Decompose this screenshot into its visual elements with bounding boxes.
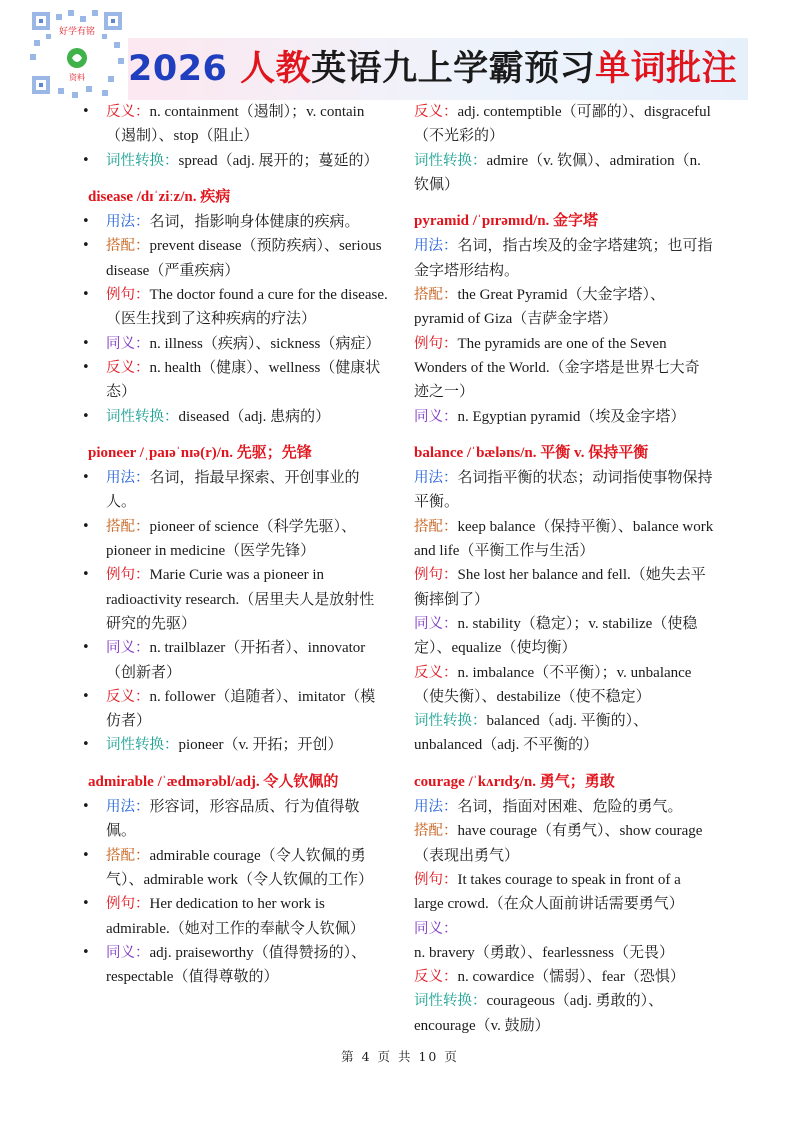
annotation-text: 名词，指面对困难、危险的勇气。 <box>457 799 683 816</box>
annotation-item <box>88 234 388 283</box>
annotation-text: 名词，指影响身体健康的疾病。 <box>149 214 360 231</box>
annotation-item <box>88 149 388 173</box>
annotation-item <box>414 405 714 429</box>
annotation-label: 例句： <box>414 335 458 352</box>
annotation-item <box>88 515 388 564</box>
annotation-label: 反义： <box>414 104 458 120</box>
annotation-item <box>88 283 388 332</box>
annotation-item <box>414 709 714 758</box>
annotation-label: 用法： <box>106 470 150 487</box>
annotation-item <box>88 795 388 844</box>
annotation-label: 搭配： <box>414 823 458 840</box>
annotation-label: 搭配： <box>414 287 458 304</box>
annotation-label: 同义： <box>106 944 150 961</box>
word-headword: pioneer /ˌpaɪəˈnɪə(r)/n. 先驱；先锋 <box>88 444 312 461</box>
word-entry <box>414 770 714 1038</box>
annotation-label: 反义： <box>106 104 150 120</box>
title-year: 2026 <box>128 49 241 89</box>
logo-qr-icon <box>26 6 128 101</box>
annotation-text: n. containment（遏制）；v. contain（遏制）、stop（阻止） <box>106 104 365 145</box>
annotation-text: have courage（有勇气）、show courage（表现出勇气） <box>414 823 703 864</box>
annotation-item <box>414 819 714 868</box>
word-headword: pyramid /ˈpɪrəmɪd/n. 金字塔 <box>414 213 599 230</box>
annotation-text: adj. contemptible（可鄙的）、disgraceful（不光彩的） <box>414 104 711 145</box>
annotation-label: 词性转换： <box>414 713 487 730</box>
word-entry <box>88 100 388 173</box>
annotation-text: Her dedication to her work is admirable.（她对工作的奉献令人钦佩） <box>106 896 365 937</box>
annotation-text: n. imbalance（不平衡）；v. unbalance（使失衡）、destabilize（使不稳定） <box>414 664 692 705</box>
annotation-text: 名词，指古埃及的金字塔建筑；也可指金字塔形结构。 <box>414 238 713 279</box>
annotation-item <box>414 234 714 283</box>
annotation-label: 搭配： <box>106 847 150 864</box>
annotation-label: 例句： <box>414 567 458 584</box>
annotation-label: 用法： <box>106 799 150 816</box>
annotation-label: 用法： <box>106 214 150 231</box>
annotation-text: the Great Pyramid（大金字塔）、pyramid of Giza（吉萨金字塔） <box>414 287 665 328</box>
annotation-label: 例句： <box>106 287 150 304</box>
annotation-text: 名词，指最早探索、开创事业的人。 <box>106 470 360 511</box>
annotation-text: adj. praiseworthy（值得赞扬的）、respectable（值得尊敬的） <box>106 944 367 986</box>
annotation-label: 同义： <box>414 920 458 937</box>
annotation-label: 词性转换： <box>414 993 487 1010</box>
annotation-label: 词性转换： <box>106 737 179 754</box>
annotation-label: 反义： <box>106 359 150 376</box>
annotation-text: It takes courage to speak in front of a large crowd.（在众人面前讲话需要勇气） <box>414 871 684 913</box>
page-title <box>128 46 737 92</box>
annotation-label: 用法： <box>414 799 458 816</box>
annotation-text: spread（adj. 展开的；蔓延的） <box>178 152 379 169</box>
title-subject: 英语九上学霸预习 <box>311 49 596 89</box>
word-entry <box>88 770 388 990</box>
annotation-item <box>88 892 388 941</box>
word-entry <box>414 100 714 197</box>
annotation-text: pioneer（v. 开拓；开创） <box>178 737 343 754</box>
annotation-label: 用法： <box>414 470 458 487</box>
annotation-text: n. health（健康）、wellness（健康状态） <box>106 359 381 401</box>
annotation-text: n. follower（追随者）、imitator（模仿者） <box>106 688 376 730</box>
annotation-label: 搭配： <box>106 238 150 255</box>
annotation-label: 反义： <box>106 688 150 705</box>
annotation-text: diseased（adj. 患病的） <box>178 408 331 425</box>
annotation-label: 词性转换： <box>106 408 179 425</box>
annotation-text: n. trailblazer（开拓者）、innovator（创新者） <box>106 640 366 681</box>
annotation-item <box>414 795 714 819</box>
word-headword: courage /ˈkʌrɪdʒ/n. 勇气；勇敢 <box>414 773 615 790</box>
annotation-label: 反义： <box>414 969 458 986</box>
word-entry <box>414 441 714 758</box>
annotation-item <box>88 332 388 356</box>
annotation-item <box>414 515 714 564</box>
annotation-item <box>414 332 714 405</box>
annotation-label: 搭配： <box>106 518 150 535</box>
annotation-text: admirable courage（令人钦佩的勇气）、admirable work（令人钦佩的工作） <box>106 847 374 888</box>
annotation-text: n. illness（疾病）、sickness（病症） <box>149 335 381 352</box>
annotation-item <box>88 733 388 757</box>
word-entry <box>88 185 388 429</box>
word-headword: balance /ˈbæləns/n. 平衡 v. 保持平衡 <box>414 444 649 461</box>
annotation-text: n. Egyptian pyramid（埃及金字塔） <box>457 408 686 425</box>
annotation-text: n. cowardice（懦弱）、fear（恐惧） <box>457 969 685 986</box>
annotation-label: 搭配： <box>414 518 458 535</box>
annotation-item <box>414 466 714 515</box>
annotation-item <box>88 405 388 429</box>
annotation-text: admire（v. 钦佩）、admiration（n. 钦佩） <box>414 152 701 193</box>
right-column <box>414 100 714 1038</box>
annotation-item <box>414 612 714 661</box>
annotation-item <box>88 636 388 685</box>
annotation-item <box>88 844 388 893</box>
annotation-item <box>88 941 388 990</box>
logo-text-line2: 资料 <box>69 73 85 82</box>
annotation-label: 例句： <box>414 871 458 888</box>
annotation-label: 反义： <box>414 664 458 681</box>
annotation-item <box>88 563 388 636</box>
annotation-label: 词性转换： <box>106 152 179 169</box>
annotation-label: 同义： <box>106 640 150 657</box>
title-topic: 单词批注 <box>595 49 738 89</box>
annotation-item <box>88 210 388 234</box>
annotation-item <box>88 356 388 405</box>
annotation-text: prevent disease（预防疾病）、serious disease（严重疾病） <box>106 238 382 279</box>
page-footer: 第 4 页 共 10 页 <box>341 1049 459 1064</box>
word-entry <box>88 441 388 758</box>
annotation-text: She lost her balance and fell.（她失去平衡摔倒了） <box>414 567 706 608</box>
logo-text-line1: 好学有铭 <box>58 27 96 37</box>
annotation-label: 同义： <box>414 615 458 632</box>
annotation-text: pioneer of science（科学先驱）、pioneer in medicine（医学先锋） <box>106 518 357 560</box>
annotation-label: 同义： <box>106 335 150 352</box>
annotation-label: 例句： <box>106 896 150 913</box>
annotation-text: 名词指平衡的状态；动词指使事物保持平衡。 <box>414 470 713 511</box>
annotation-label: 同义： <box>414 408 458 425</box>
annotation-label: 词性转换： <box>414 152 487 169</box>
title-publisher: 人教 <box>240 49 312 89</box>
annotation-label: 例句： <box>106 567 150 584</box>
annotation-item <box>88 685 388 734</box>
annotation-item <box>88 100 388 149</box>
annotation-text: Marie Curie was a pioneer in radioactivity research.（居里夫人是放射性研究的先驱） <box>106 567 375 632</box>
annotation-text: keep balance（保持平衡）、balance work and life（平衡工作与生活） <box>414 518 714 560</box>
annotation-text: The doctor found a cure for the disease.（医生找到了这种疾病的疗法） <box>106 287 388 328</box>
annotation-item <box>414 965 714 989</box>
annotation-text: n. stability（稳定）；v. stabilize（使稳定）、equalize（使均衡） <box>414 615 698 657</box>
annotation-item <box>414 989 714 1038</box>
annotation-item <box>414 149 714 198</box>
annotation-text: n. bravery（勇敢）、fearlessness（无畏） <box>414 944 674 961</box>
left-column <box>88 100 388 989</box>
annotation-text: courageous（adj. 勇敢的）、encourage（v. 鼓励） <box>414 993 664 1034</box>
annotation-text: 形容词，形容品质、行为值得敬佩。 <box>106 799 360 840</box>
word-entry <box>414 209 714 429</box>
page-header <box>0 0 800 105</box>
word-headword: disease /dɪˈziːz/n. 疾病 <box>88 188 231 205</box>
annotation-item <box>414 283 714 332</box>
annotation-item <box>414 563 714 612</box>
annotation-item <box>414 100 714 149</box>
annotation-label: 用法： <box>414 238 458 255</box>
word-headword: admirable /ˈædmərəbl/adj. 令人钦佩的 <box>88 773 339 790</box>
annotation-item <box>88 466 388 515</box>
annotation-text: The pyramids are one of the Seven Wonders of the World.（金字塔是世界七大奇迹之一） <box>414 335 700 401</box>
annotation-text: balanced（adj. 平衡的）、unbalanced（adj. 不平衡的） <box>414 713 649 754</box>
annotation-item <box>414 868 714 917</box>
annotation-item <box>414 661 714 710</box>
annotation-item <box>414 917 714 966</box>
